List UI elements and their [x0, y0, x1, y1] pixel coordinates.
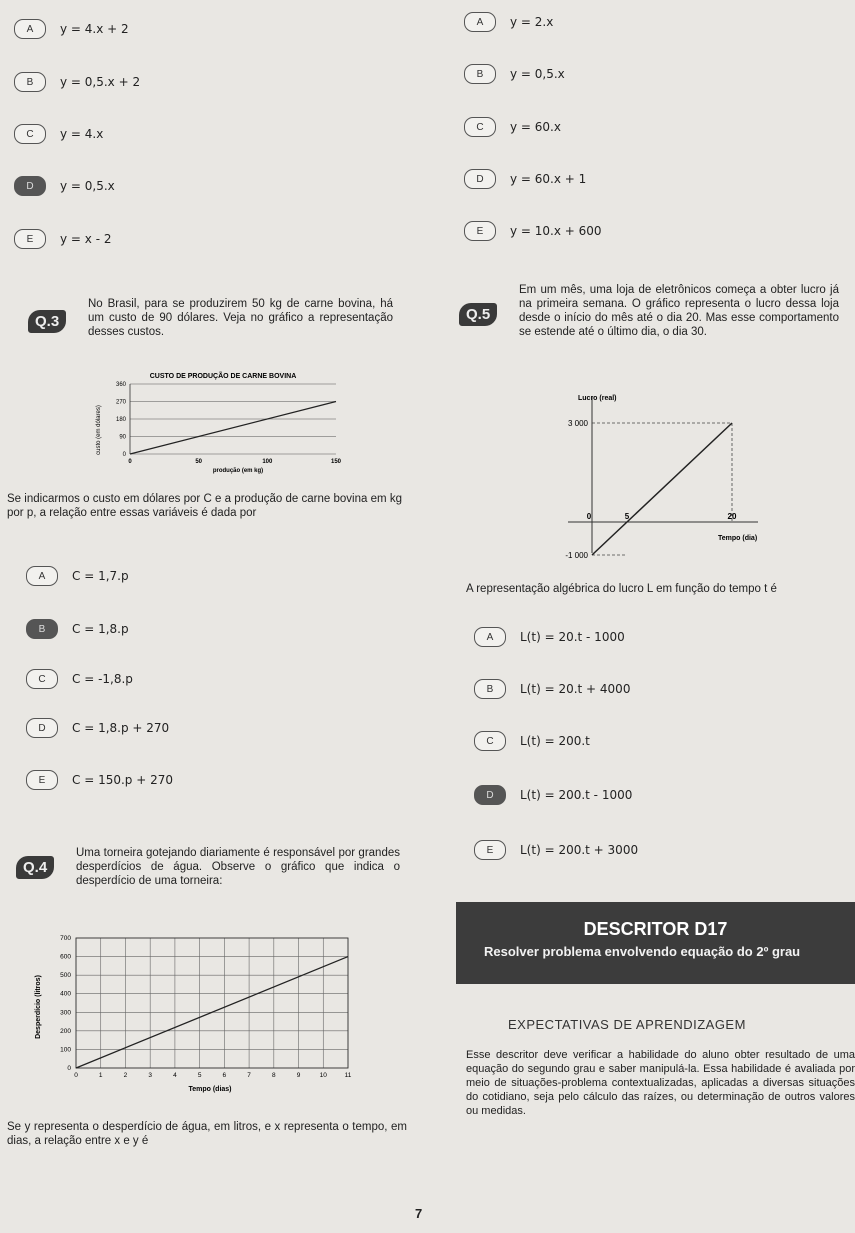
option-equation: y = 2.x [510, 15, 554, 29]
tick-label: 11 [344, 1072, 352, 1079]
option-equation: y = 0,5.x + 2 [60, 75, 141, 89]
option-letter: B [26, 619, 58, 639]
descriptor-title: DESCRITOR D17 [583, 919, 728, 939]
option-equation: L(t) = 200.t [520, 734, 590, 748]
tick-label: 200 [60, 1027, 71, 1035]
option-b[interactable] [474, 679, 630, 699]
option-letter: D [26, 718, 58, 738]
q4-chart [30, 930, 375, 1095]
descriptor-banner [456, 902, 855, 984]
option-c[interactable] [14, 124, 103, 144]
tick-label: 5 [197, 1072, 202, 1079]
chart-ylabel: Lucro (real) [578, 395, 617, 402]
tick-label: 100 [60, 1046, 71, 1054]
option-letter: B [474, 679, 506, 699]
plot-frame [76, 938, 348, 1068]
tick-label: 9 [296, 1072, 301, 1079]
option-equation: L(t) = 20.t + 4000 [520, 682, 631, 696]
tick-label: 90 [119, 434, 126, 441]
option-a[interactable] [14, 19, 129, 39]
tick-label: 10 [319, 1072, 327, 1079]
question-text: A representação algébrica do lucro L em função do tempo t é [466, 583, 777, 595]
option-letter: D [474, 785, 506, 805]
option-equation: y = x - 2 [60, 232, 112, 246]
tick-label: 1 [98, 1072, 103, 1079]
tick-label: 3 000 [567, 419, 588, 428]
q3-chart [88, 368, 353, 476]
data-line [592, 423, 732, 555]
tick-label: 150 [330, 459, 342, 465]
data-line [130, 402, 336, 455]
tick-label: 360 [115, 382, 126, 388]
tick-label: 6 [222, 1072, 227, 1079]
q5-chart [548, 388, 758, 560]
tick-label: 0 [122, 452, 126, 458]
option-equation: y = 10.x + 600 [510, 224, 602, 238]
option-equation: y = 4.x + 2 [60, 22, 129, 36]
chart-ylabel: custo (em dólares) [96, 405, 102, 455]
option-letter: C [474, 731, 506, 751]
tick-label: 4 [173, 1072, 177, 1079]
option-c[interactable] [26, 669, 133, 689]
chart-xlabel: Tempo (dias) [188, 1086, 232, 1093]
option-equation: y = 0,5.x [510, 67, 565, 81]
option-a[interactable] [464, 12, 553, 32]
option-b[interactable] [26, 619, 129, 639]
tick-label: 8 [272, 1072, 276, 1079]
option-letter: E [14, 229, 46, 249]
question-text: Uma torneira gotejando diariamente é responsável por grandes desperdícios de água. Observe o gráfico que indica o desperdício de uma torneira: [76, 847, 400, 887]
option-e[interactable] [14, 229, 111, 249]
option-letter: C [26, 669, 58, 689]
chart-xlabel: Tempo (dia) [718, 535, 758, 542]
tick-label: 180 [115, 417, 126, 423]
option-equation: C = 150.p + 270 [72, 773, 173, 787]
tick-label: 500 [60, 972, 71, 980]
option-equation: L(t) = 20.t - 1000 [520, 630, 625, 644]
option-equation: C = 1,8.p [72, 622, 129, 636]
tick-label: 0 [586, 512, 592, 521]
option-a[interactable] [474, 627, 625, 647]
tick-label: 0 [67, 1065, 71, 1072]
option-equation: C = 1,8.p + 270 [72, 721, 170, 735]
option-letter: E [26, 770, 58, 790]
tick-label: 3 [148, 1072, 152, 1079]
question-tag: Q.5 [459, 303, 497, 326]
option-d[interactable] [26, 718, 169, 738]
option-letter: C [464, 117, 496, 137]
option-equation: C = 1,7.p [72, 569, 129, 583]
option-letter: A [464, 12, 496, 32]
tick-label: 0 [74, 1072, 78, 1079]
tick-label: 5 [624, 512, 630, 521]
tick-label: 400 [60, 990, 71, 998]
option-letter: C [14, 124, 46, 144]
option-b[interactable] [464, 64, 565, 84]
tick-label: 600 [60, 953, 71, 961]
option-d[interactable] [474, 785, 632, 805]
option-equation: C = -1,8.p [72, 672, 133, 686]
option-e[interactable] [474, 840, 638, 860]
option-letter: A [14, 19, 46, 39]
option-d[interactable] [464, 169, 586, 189]
option-letter: B [14, 72, 46, 92]
option-letter: E [464, 221, 496, 241]
option-d[interactable] [14, 176, 115, 196]
option-c[interactable] [474, 731, 590, 751]
option-letter: A [474, 627, 506, 647]
descriptor-body: Esse descritor deve verificar a habilidade do aluno obter resultado de uma equação do segundo grau e saber manipulá-la. Essa habilidade é avaliada por meio de situações-problema contextualizadas, aplicadas a diversas situações do cotidiano, seja pelo cálculo das raízes, ou determinação de outros valores ou medidas. [466, 1049, 855, 1117]
question-tag: Q.3 [28, 310, 66, 333]
tick-label: 700 [60, 935, 71, 942]
tick-label: 7 [247, 1072, 251, 1079]
question-text: No Brasil, para se produzirem 50 kg de carne bovina, há um custo de 90 dólares. Veja no gráfico a representação desses custos. [88, 298, 393, 338]
option-letter: D [14, 176, 46, 196]
option-a[interactable] [26, 566, 129, 586]
tick-label: -1 000 [565, 551, 588, 560]
option-letter: B [464, 64, 496, 84]
option-letter: E [474, 840, 506, 860]
tick-label: 20 [727, 512, 737, 521]
question-text: Se y representa o desperdício de água, em litros, e x representa o tempo, em dias, a relação entre x e y é [7, 1121, 407, 1147]
tick-label: 270 [115, 399, 126, 406]
option-equation: L(t) = 200.t - 1000 [520, 788, 633, 802]
chart-ylabel: Desperdício (litros) [35, 975, 42, 1039]
tick-label: 0 [128, 459, 132, 465]
tick-label: 2 [123, 1072, 128, 1079]
option-equation: y = 0,5.x [60, 179, 115, 193]
chart-title: CUSTO DE PRODUÇÃO DE CARNE BOVINA [149, 373, 297, 380]
option-equation: L(t) = 200.t + 3000 [520, 843, 639, 857]
option-b[interactable] [14, 72, 140, 92]
tick-label: 50 [195, 459, 203, 465]
page-number: 7 [415, 1206, 423, 1221]
option-letter: D [464, 169, 496, 189]
option-letter: A [26, 566, 58, 586]
option-equation: y = 60.x [510, 120, 561, 134]
option-e[interactable] [464, 221, 602, 241]
question-tag: Q.4 [16, 856, 54, 879]
tick-label: 100 [262, 459, 273, 465]
question-text: Se indicarmos o custo em dólares por C e a produção de carne bovina em kg por p, a relação entre essas variáveis é dada por [7, 493, 402, 519]
option-c[interactable] [464, 117, 561, 137]
tick-label: 300 [60, 1009, 71, 1017]
chart-xlabel: produção (em kg) [212, 468, 264, 474]
option-equation: y = 60.x + 1 [510, 172, 587, 186]
option-equation: y = 4.x [60, 127, 104, 141]
section-heading: EXPECTATIVAS DE APRENDIZAGEM [508, 1017, 746, 1032]
question-text: Em um mês, uma loja de eletrônicos começa a obter lucro já na primeira semana. O gráfico representa o lucro dessa loja desde o início do mês até o dia 20. Mas esse comportamento se estende até o último dia, o dia 30. [519, 284, 839, 338]
option-e[interactable] [26, 770, 173, 790]
descriptor-subtitle: Resolver problema envolvendo equação do 2º grau [484, 944, 801, 959]
